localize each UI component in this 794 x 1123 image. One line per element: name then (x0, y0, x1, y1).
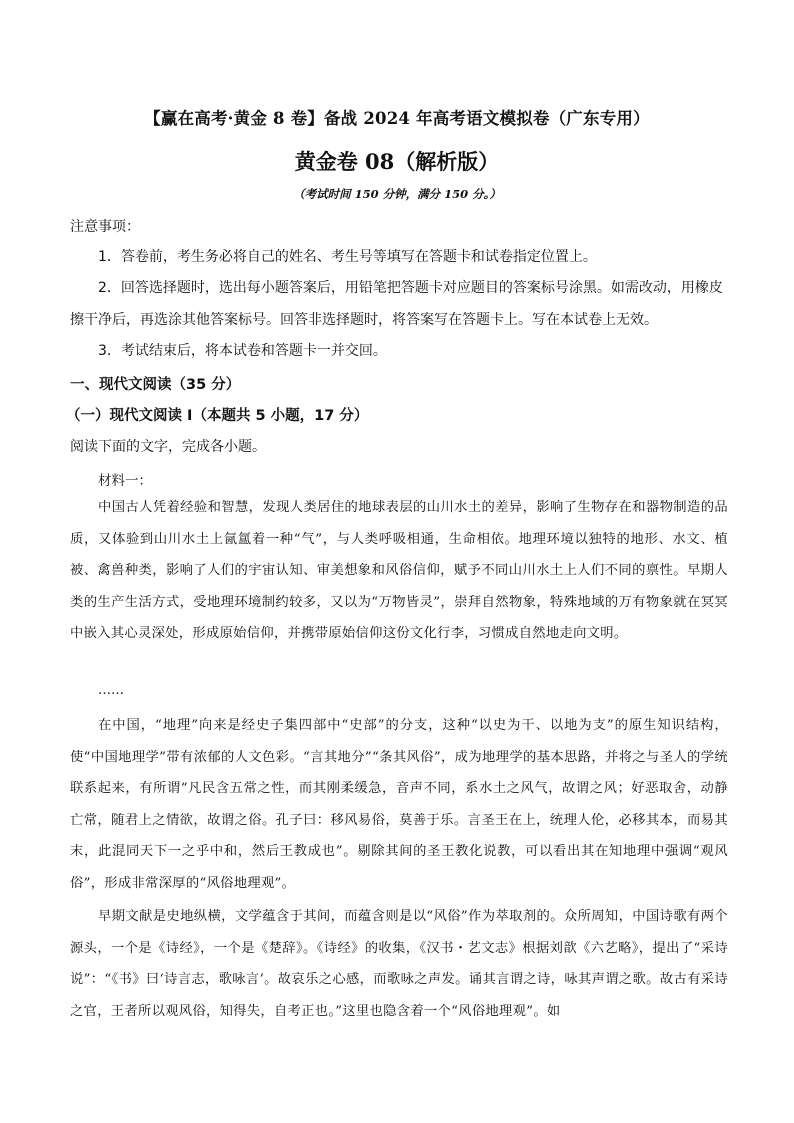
page-title: 黄金卷 08（解析版） (294, 149, 500, 174)
reading-instruction: 阅读下面的文字，完成各小题。 (70, 439, 266, 455)
ellipsis: …… (98, 683, 124, 698)
section-heading: 一、现代文阅读（35 分） (70, 377, 241, 393)
notice-heading: 注意事项： (70, 219, 140, 235)
exam-info: （考试时间 150 分钟，满分 150 分。） (293, 187, 501, 201)
passage-paragraph-3: 早期文献是史地纵横，文学蕴含于其间，而蕴含则是以“风俗”作为萃取剂的。众所周知，中国诗歌有两个源头，一个是《诗经》，一个是《楚辞》。《诗经》的收集，《汉书・艺文志》根据刘歆《六艺略》，提出了“采诗说”：“《书》曰‘诗言志，歌咏言’。故哀乐之心感，而歌咏之声发。诵其言谓之诗，咏其声谓之歌。故古有采诗之官，王者所以观风俗，知得失，自考正也。”这里也隐含着一个“风俗地理观”。如 (70, 909, 728, 1019)
passage-paragraph-2: 在中国，“地理”向来是经史子集四部中“史部”的分支，这种“以史为干、以地为支”的原生知识结构，使“中国地理学”带有浓郁的人文色彩。“言其地分”“条其风俗”，成为地理学的基本思路，并将之与圣人的学统联系起来，有所谓“凡民含五常之性，而其刚柔缓急，音声不同，系水土之风气，故谓之风；好恶取舍，动静亡常，随君上之情欲，故谓之俗。孔子曰：移风易俗，莫善于乐。言圣王在上，统理人伦，必移其本，而易其末，此混同天下一之乎中和，然后王教成也”。剔除其间的圣王教化说教，可以看出其在知地理中强调“观风俗”，形成非常深厚的“风俗地理观”。 (70, 718, 728, 891)
notice-item-2: 2．回答选择题时，选出每小题答案后，用铅笔把答题卡对应题目的答案标号涂黑。如需改动，用橡皮擦干净后，再选涂其他答案标号。回答非选择题时，将答案写在答题卡上。写在本试卷上无效。 (70, 280, 723, 328)
notice-item-3: 3．考试结束后，将本试卷和答题卡一并交回。 (98, 343, 387, 359)
subsection-heading: （一）现代文阅读 I（本题共 5 小题，17 分） (66, 408, 369, 424)
passage-paragraph-1: 中国古人凭着经验和智慧，发现人类居住的地球表层的山川水土的差异，影响了生物存在和器物制造的品质，又体验到山川水土上氤氲着一种“气”，与人类呼吸相通，生命相依。地理环境以独特的地形、水文、植被、禽兽种类，影响了人们的宇宙认知、审美想象和风俗信仰，赋予不同山川水土上人们不同的禀性。早期人类的生产生活方式，受地理环境制约较多，又以为“万物皆灵”，崇拜自然物象，特殊地域的万有物象就在冥冥中嵌入其心灵深处，形成原始信仰，并携带原始信仰这份文化行李，习惯成自然地走向文明。 (70, 500, 728, 641)
series-line: 【赢在高考·黄金 8 卷】备战 2024 年高考语文模拟卷（广东专用） (144, 109, 650, 128)
material-label: 材料一： (98, 473, 152, 489)
notice-item-1: 1．答卷前，考生务必将自己的姓名、考生号等填写在答题卡和试卷指定位置上。 (98, 249, 597, 265)
